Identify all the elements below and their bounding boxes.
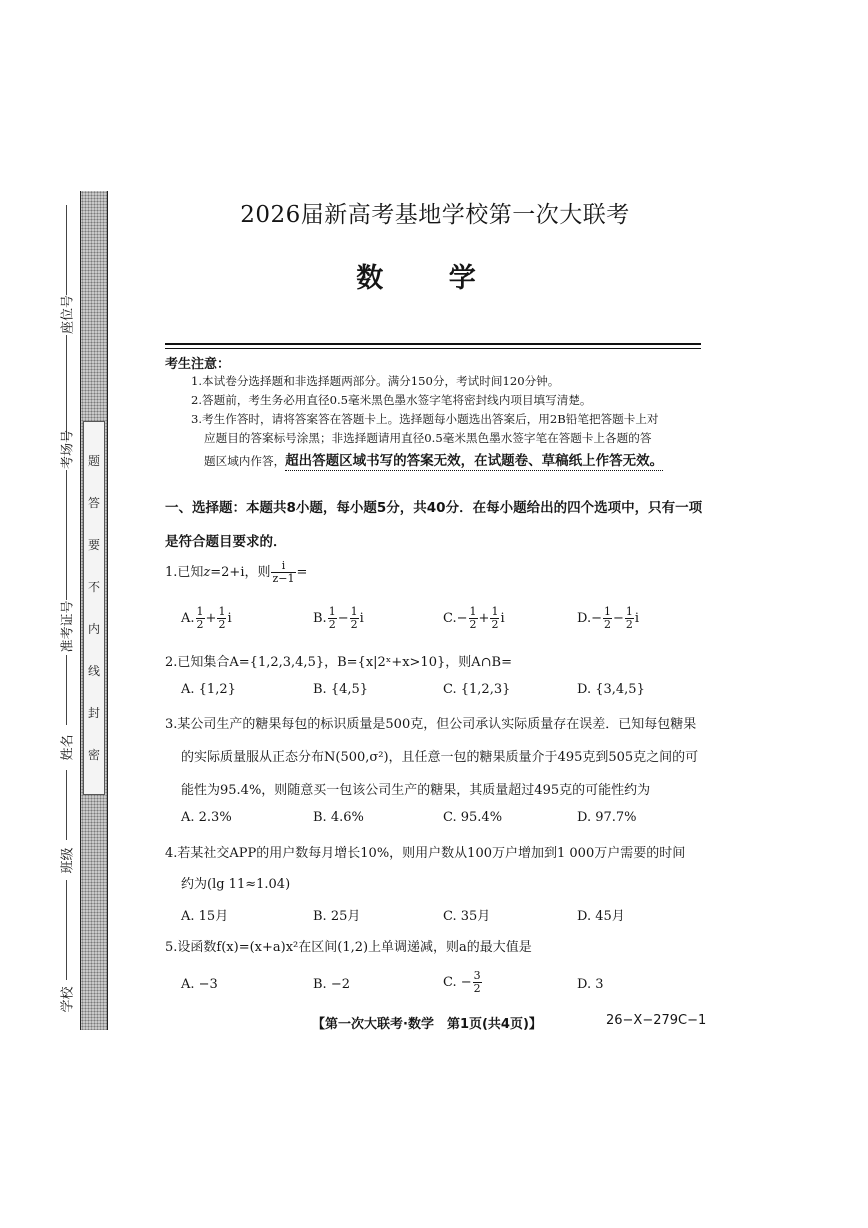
q5-option-a[interactable]: A. −3 <box>181 977 218 992</box>
seal-char: 不 <box>87 580 100 594</box>
question-4-stem-line: 约为(lg 11≈1.04) <box>181 877 291 892</box>
q1-suffix: = <box>296 565 308 580</box>
q1-var: z <box>203 565 211 580</box>
subject-title: 数 学 <box>356 263 504 294</box>
frac-num: 1 <box>469 605 477 618</box>
seat-number-label: 座位号 <box>60 295 76 335</box>
option-sign: − <box>591 611 602 626</box>
seal-char: 内 <box>87 622 100 636</box>
option-label: D. <box>577 611 592 626</box>
option-frac <box>625 606 634 631</box>
seal-char: 题 <box>87 454 100 468</box>
q1-frac-num: i <box>271 560 295 573</box>
room-number-line <box>66 335 67 440</box>
question-3-stem-line: 3.某公司生产的糖果每包的标识质量是500克，但公司承认实际质量存在误差．已知每包糖果 <box>165 717 697 732</box>
frac-den: 2 <box>491 618 499 631</box>
option-tail: i <box>227 611 232 626</box>
frac-den: 2 <box>218 618 226 631</box>
question-3-stem-line: 能性为95.4%，则随意买一包该公司生产的糖果，其质量超过495克的可能性约为 <box>181 783 651 798</box>
q3-option-d[interactable]: D. 97.7% <box>577 810 637 825</box>
option-op: − <box>613 611 624 626</box>
q1-option-d[interactable] <box>577 606 639 631</box>
question-3-stem-line: 的实际质量服从正态分布N(500,σ²)，且任意一包的糖果质量介于495克到505克之间的可 <box>181 750 699 765</box>
frac-num: 1 <box>625 605 633 618</box>
q2-option-b[interactable]: B. {4,5} <box>313 682 369 697</box>
option-frac <box>603 606 612 631</box>
q4-option-a[interactable]: A. 15月 <box>181 909 229 924</box>
exam-title: 2026届新高考基地学校第一次大联考 <box>240 202 630 228</box>
question-4-stem-line: 4.若某社交APP的用户数每月增长10%，则用户数从100万户增加到1 000万户需要的时间 <box>165 846 686 861</box>
option-frac <box>350 606 359 631</box>
option-sign: − <box>456 611 468 626</box>
notice-item: 2.答题前，考生务必用直径0.5毫米黑色墨水签字笔将密封线内项目填写清楚。 <box>191 393 592 407</box>
option-label: B. <box>313 611 327 626</box>
q3-option-c[interactable]: C. 95.4% <box>443 810 503 825</box>
q5-option-c[interactable] <box>443 970 483 995</box>
option-tail: i <box>500 611 505 626</box>
seal-char: 要 <box>87 538 100 552</box>
frac-num: 1 <box>491 605 499 618</box>
paper-code: 26−X−279C−1 <box>606 1013 707 1028</box>
option-frac <box>217 606 226 631</box>
frac-num: 1 <box>328 605 336 618</box>
frac-den: 2 <box>625 618 633 631</box>
q1-option-c[interactable] <box>443 606 505 631</box>
q1-frac-den: z−1 <box>272 572 295 585</box>
frac-den: 2 <box>328 618 336 631</box>
notice-emphasis: 超出答题区域书写的答案无效，在试题卷、草稿纸上作答无效。 <box>285 453 664 469</box>
q2-option-a[interactable]: A. {1,2} <box>181 682 236 697</box>
notice-item: 应题目的答案标号涂黑；非选择题请用直径0.5毫米黑色墨水签字笔在答题卡上各题的答 <box>204 431 652 445</box>
option-frac <box>196 606 205 631</box>
option-label: C. <box>443 611 457 626</box>
option-op: − <box>337 611 349 626</box>
q2-option-c[interactable]: C. {1,2,3} <box>443 682 511 697</box>
name-label: 姓名 <box>60 734 76 761</box>
name-line <box>66 655 67 725</box>
option-frac <box>473 970 482 995</box>
q4-option-b[interactable]: B. 25月 <box>313 909 361 924</box>
school-label: 学校 <box>60 986 76 1013</box>
q1-option-a[interactable] <box>181 606 232 631</box>
divider-thin <box>165 348 701 349</box>
frac-den: 2 <box>473 982 481 995</box>
class-label: 班级 <box>60 847 76 874</box>
frac-den: 2 <box>604 618 611 631</box>
frac-den: 2 <box>469 618 477 631</box>
frac-num: 1 <box>218 605 226 618</box>
divider-thick <box>165 343 701 345</box>
question-5-stem: 5.设函数f(x)=(x+a)x²在区间(1,2)上单调递减，则a的最大值是 <box>165 940 532 955</box>
q1-mid: =2+i，则 <box>210 565 271 580</box>
frac-den: 2 <box>196 618 204 631</box>
section-heading: 一、选择题：本题共8小题，每小题5分，共40分．在每小题给出的四个选项中，只有一项是符合题目要求的． <box>165 500 703 550</box>
frac-num: 3 <box>473 969 481 982</box>
school-line <box>66 880 67 980</box>
notice-heading: 考生注意： <box>165 357 231 372</box>
option-frac <box>469 606 478 631</box>
frac-den: 2 <box>350 618 358 631</box>
seal-notice-box <box>83 421 105 795</box>
class-line <box>66 770 67 840</box>
frac-num: 1 <box>196 605 204 618</box>
notice-item-last <box>204 449 663 469</box>
seal-char: 答 <box>87 496 100 510</box>
q2-option-d[interactable]: D. {3,4,5} <box>577 682 645 697</box>
option-frac <box>490 606 499 631</box>
q4-option-c[interactable]: C. 35月 <box>443 909 491 924</box>
option-op: + <box>205 611 217 626</box>
room-number-label: 考场号 <box>60 430 76 470</box>
admission-number-label: 准考证号 <box>60 600 76 653</box>
seal-char: 密 <box>87 748 100 762</box>
notice-item: 3.考生作答时，请将答案答在答题卡上。选择题每小题选出答案后，用2B铅笔把答题卡上对 <box>191 412 659 426</box>
option-tail: i <box>634 611 640 626</box>
seal-char: 线 <box>87 664 100 678</box>
frac-num: 1 <box>350 605 358 618</box>
seat-number-line <box>66 205 67 295</box>
q5-option-d[interactable]: D. 3 <box>577 977 604 992</box>
notice-item: 1.本试卷分选择题和非选择题两部分。满分150分，考试时间120分钟。 <box>191 374 560 388</box>
admission-number-line <box>66 470 67 600</box>
option-text: C. − <box>443 975 472 990</box>
q1-option-b[interactable] <box>313 606 364 631</box>
page-footer: 【第一次大联考·数学 第1页(共4页)】 <box>312 1017 542 1032</box>
q3-option-a[interactable]: A. 2.3% <box>181 810 232 825</box>
notice-item-text: 题区域内作答， <box>204 454 286 468</box>
option-frac <box>328 606 337 631</box>
frac-num: 1 <box>604 605 611 618</box>
q1-prefix: 1.已知 <box>165 565 204 580</box>
q4-option-d[interactable]: D. 45月 <box>577 909 625 924</box>
q1-fraction <box>271 560 295 585</box>
q3-option-b[interactable]: B. 4.6% <box>313 810 364 825</box>
option-label: A. <box>181 611 195 626</box>
question-1-stem <box>165 560 307 585</box>
question-2-stem: 2.已知集合A={1,2,3,4,5}，B={x|2ˣ+x>10}，则A∩B= <box>165 655 512 670</box>
option-op: + <box>478 611 490 626</box>
seal-char: 封 <box>87 706 100 720</box>
q5-option-b[interactable]: B. −2 <box>313 977 350 992</box>
option-tail: i <box>359 611 364 626</box>
